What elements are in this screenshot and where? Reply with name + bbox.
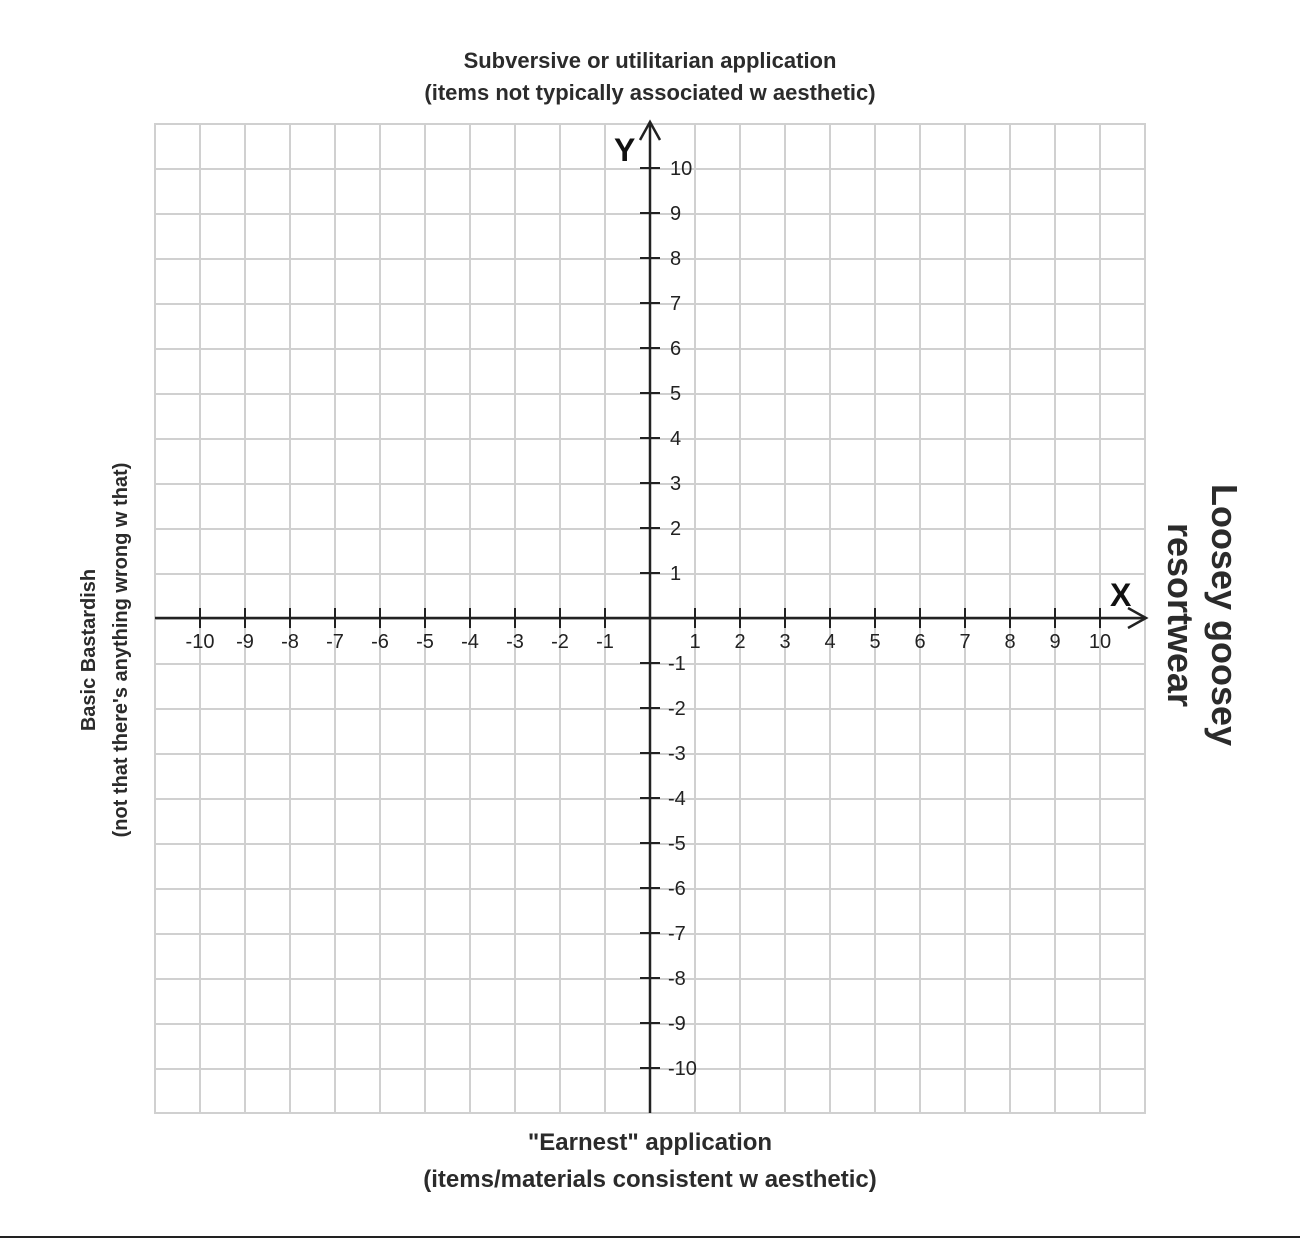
- y-tick-label: -9: [668, 1013, 686, 1035]
- x-tick-label: 3: [779, 631, 791, 653]
- x-tick-label: -4: [461, 631, 479, 653]
- y-axis-name: Y: [614, 132, 636, 168]
- y-tick-label: 4: [670, 428, 682, 450]
- y-tick-label: 5: [670, 383, 682, 405]
- x-tick-label: -1: [596, 631, 614, 653]
- bottom-quadrant-sublabel: (items/materials consistent w aesthetic): [423, 1166, 877, 1193]
- x-axis-name: X: [1110, 577, 1132, 613]
- x-tick-label: 5: [869, 631, 881, 653]
- x-tick-label: -5: [416, 631, 434, 653]
- x-tick-label: 2: [734, 631, 746, 653]
- y-tick-label: -10: [668, 1058, 697, 1080]
- x-tick-label: -9: [236, 631, 254, 653]
- y-tick-label: -4: [668, 788, 686, 810]
- x-tick-label: 10: [1088, 631, 1112, 653]
- y-tick-label: 8: [670, 248, 682, 270]
- x-tick-label: -8: [281, 631, 299, 653]
- y-tick-label: 9: [670, 203, 682, 225]
- y-tick-label: -2: [668, 698, 686, 720]
- x-tick-label: 4: [824, 631, 836, 653]
- y-tick-label: 3: [670, 473, 682, 495]
- right-quadrant-label-line1: Loosey goosey: [1204, 483, 1245, 747]
- bottom-quadrant-label: "Earnest" application: [527, 1129, 773, 1156]
- bottom-divider: [0, 1236, 1300, 1238]
- y-tick-label: -1: [668, 653, 686, 675]
- y-tick-label: -3: [668, 743, 686, 765]
- x-tick-label: 9: [1049, 631, 1061, 653]
- y-tick-label: 2: [670, 518, 682, 540]
- top-quadrant-sublabel: (items not typically associated w aesthetic): [424, 80, 876, 105]
- x-tick-label: -3: [506, 631, 524, 653]
- x-tick-label: 7: [959, 631, 971, 653]
- x-tick-label: -10: [185, 631, 215, 653]
- y-tick-label: -5: [668, 833, 686, 855]
- left-quadrant-label-line1: Basic Bastardish: [78, 568, 100, 732]
- y-tick-label: -6: [668, 878, 686, 900]
- y-tick-label: 6: [670, 338, 682, 360]
- x-tick-label: -6: [371, 631, 389, 653]
- y-tick-label: 7: [670, 293, 682, 315]
- y-tick-label: -7: [668, 923, 686, 945]
- right-quadrant-label-line2: resortwear: [1160, 522, 1201, 708]
- top-quadrant-label: Subversive or utilitarian application: [463, 48, 837, 73]
- y-tick-label: -8: [668, 968, 686, 990]
- y-tick-label: 10: [670, 158, 693, 180]
- axes: [155, 122, 1146, 1113]
- x-tick-label: -7: [326, 631, 344, 653]
- x-tick-label: 1: [689, 631, 701, 653]
- left-quadrant-label-line2: (not that there's anything wrong w that): [110, 462, 132, 838]
- x-tick-label: 6: [914, 631, 926, 653]
- x-tick-label: 8: [1004, 631, 1016, 653]
- x-tick-label: -2: [551, 631, 569, 653]
- y-tick-label: 1: [670, 563, 682, 585]
